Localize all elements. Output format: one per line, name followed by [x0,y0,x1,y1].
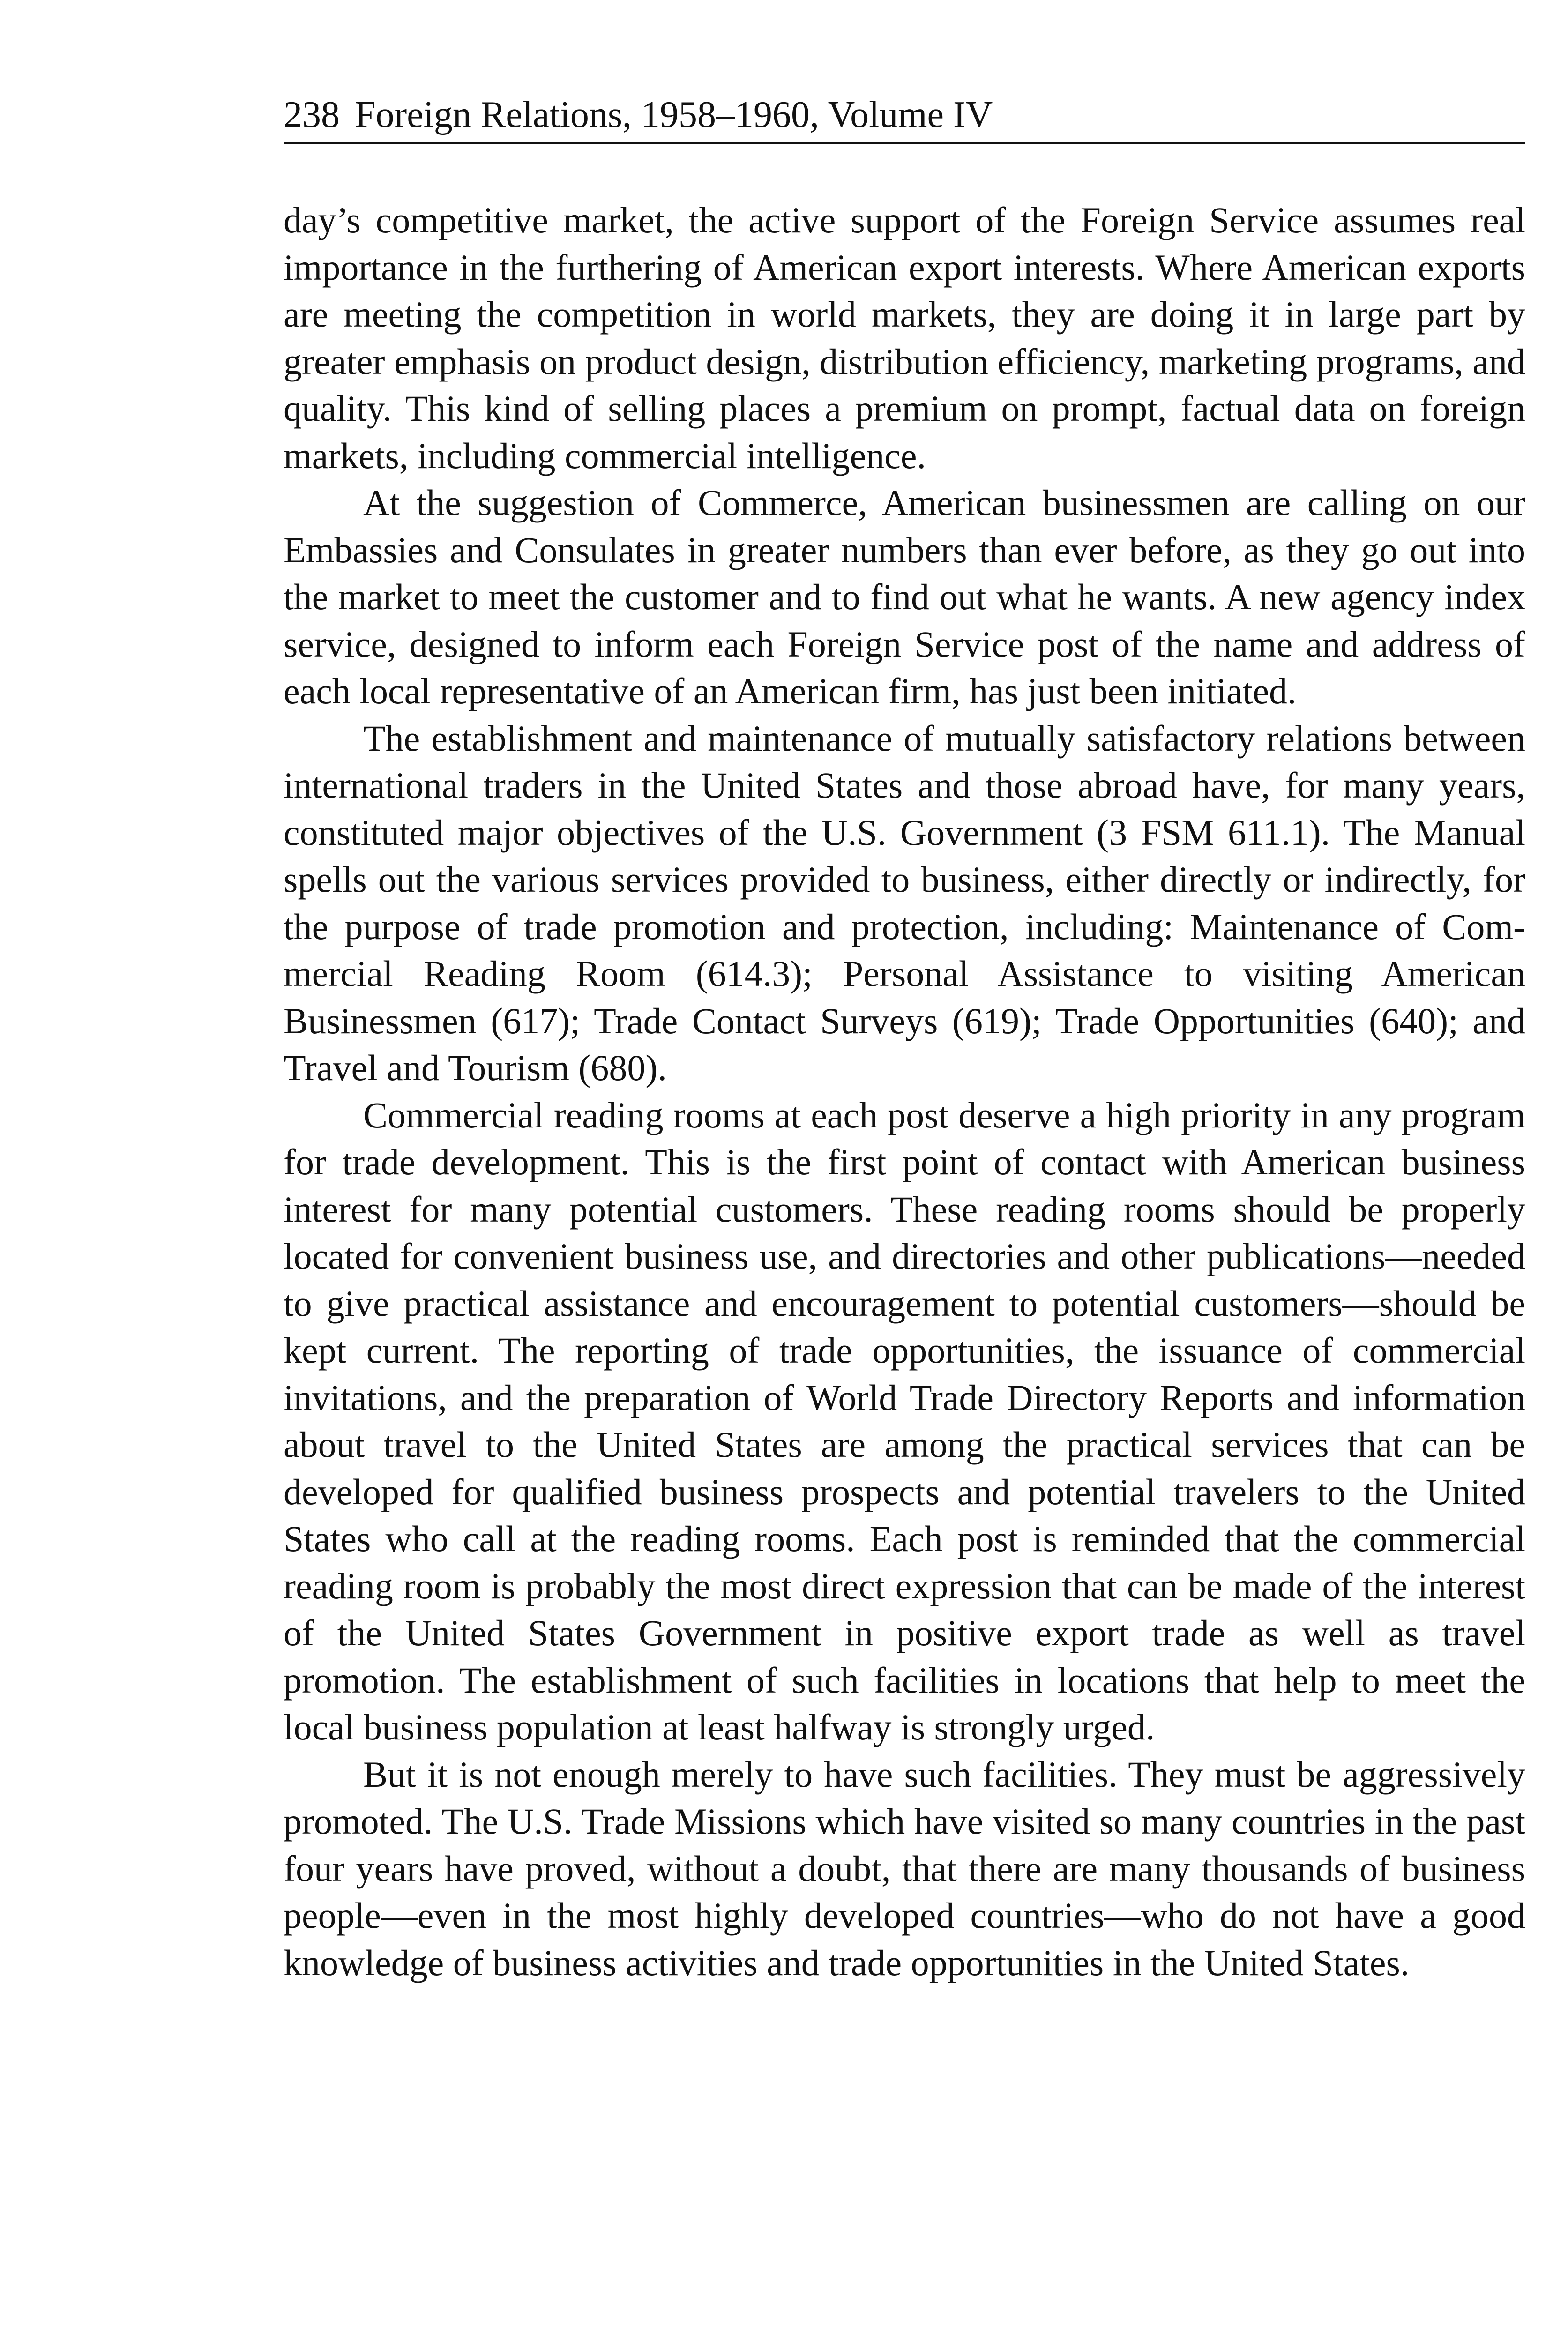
paragraph-continuation: day’s competitive market, the active support of the Foreign Service assumes real importance in the furthering of American export interests. Where American exports are meeting the competition in world markets, they are doing it in large part by greater emphasis on product design, distribution efficiency, marketing programs, and quality. This kind of selling places a premium on prompt, factual data on foreign markets, including commercial intelligence. [284,200,1525,476]
body-text [284,197,1525,1986]
running-head [284,89,1525,144]
paragraph-promotion: But it is not enough merely to have such facilities. They must be aggressively promoted. The U.S. Trade Missions which have visited so many countries in the past four years have proved, without a doubt, that there are many thousands of business people—even in the most highly developed countries—who do not have a good knowledge of business activities and trade opportunities in the United States. [284,1754,1525,1983]
paragraph-reading-rooms: Commercial reading rooms at each post deserve a high priority in any program for trade development. This is the first point of contact with American business interest for many potential customers. These reading rooms should be properly located for convenient business use, and directories and other publications—needed to give practical assistance and encouragement to potential customers—should be kept current. The reporting of trade opportunities, the issuance of commercial invitations, and the preparation of World Trade Directory Reports and information about travel to the United States are among the practical services that can be developed for qualified business prospects and potential travelers to the United States who call at the reading rooms. Each post is reminded that the commercial reading room is probably the most direct expression that can be made of the interest of the United States Government in positive export trade as well as travel promotion. The establishment of such facilities in locations that help to meet the local business population at least halfway is strongly urged. [284,1094,1525,1747]
paragraph-trade-relations: The establishment and maintenance of mutually satisfactory relations between international traders in the United States and those abroad have, for many years, constituted major objectives of the U.S. Government (3 FSM 611.1). The Manual spells out the various services provided to business, either directly or indirectly, for the purpose of trade promotion and protection, including: Maintenance of Commercial Reading Room (614.3); Personal Assistance to visiting American Businessmen (617); Trade Contact Surveys (619); Trade Opportunities (640); and Travel and Tourism (680). [284,717,1525,1088]
running-head-title: Foreign Relations, 1958–1960, Volume IV [355,94,993,135]
page-number: 238 [284,94,340,135]
paragraph-businessmen-calls: At the suggestion of Commerce, American businessmen are calling on our Embassies and Consulates in greater numbers than ever before, as they go out into the market to meet the customer and to find out what he wants. A new agency index service, designed to inform each Foreign Service post of the name and address of each local representative of an American firm, has just been initiated. [284,482,1525,711]
